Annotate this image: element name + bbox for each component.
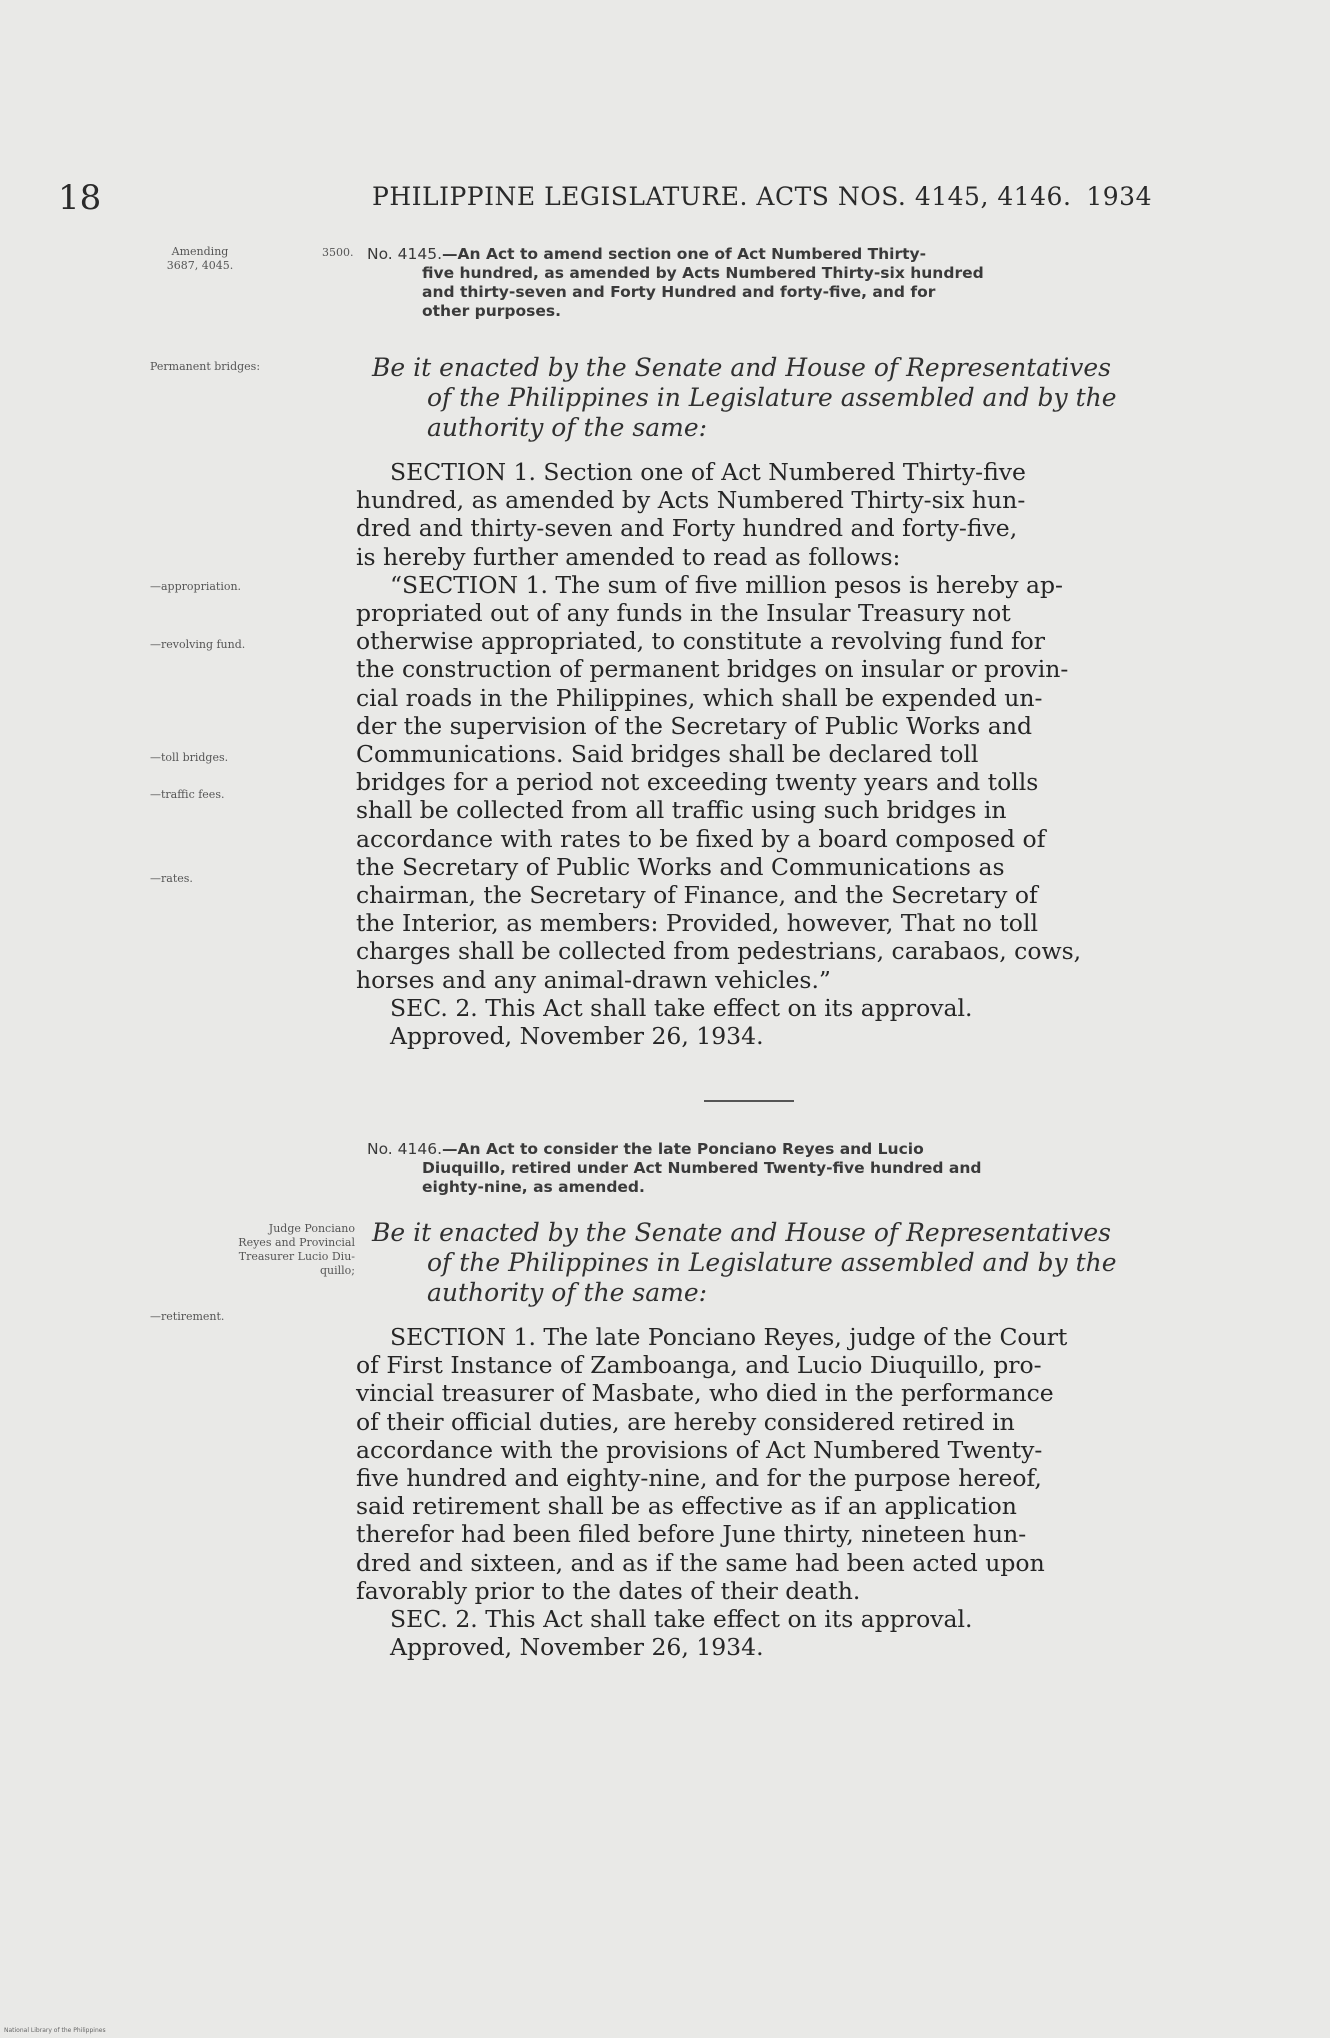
body-line: is hereby further amended to read as follows:: [356, 542, 901, 571]
margin-note-line: Judge Ponciano: [268, 1222, 355, 1235]
body-line: the construction of permanent bridges on insular or provin-: [356, 655, 1069, 684]
margin-note-line: Amending: [171, 245, 229, 258]
act-number: No. 4146.: [367, 1140, 443, 1158]
enacting-line: authority of the same:: [427, 1278, 708, 1307]
margin-note-appropriation: —appropriation.: [150, 580, 242, 593]
body-line: shall be collected from all traffic using such bridges in: [356, 796, 1007, 825]
enacting-line: authority of the same:: [427, 413, 708, 442]
margin-note-line: quillo;: [319, 1264, 355, 1277]
body-line: charges shall be collected from pedestrians, carabaos, cows,: [356, 937, 1082, 966]
margin-note-line: Reyes and Provincial: [238, 1236, 355, 1249]
act-title-line: other purposes.: [422, 302, 562, 320]
running-head: [372, 182, 1152, 211]
body-line: Approved, November 26, 1934.: [390, 1022, 764, 1051]
margin-note-revolving-fund: —revolving fund.: [150, 638, 246, 651]
act-title-line: —An Act to consider the late Ponciano Reyes and Lucio: [442, 1140, 924, 1158]
body-line: der the supervision of the Secretary of Public Works and: [356, 711, 1032, 740]
body-line: bridges for a period not exceeding twenty years and tolls: [356, 768, 1039, 797]
act-number: No. 4145.: [367, 245, 443, 263]
act-title-line: —An Act to amend section one of Act Numbered Thirty-: [442, 245, 927, 263]
running-head-year: 1934: [1086, 182, 1152, 211]
margin-note-amending: [130, 245, 270, 273]
act-4146-title: [367, 1140, 1152, 1197]
act-4145-title: [367, 245, 1152, 321]
body-line: dred and thirty-seven and Forty hundred and forty-five,: [356, 514, 1018, 543]
body-line: favorably prior to the dates of their death.: [356, 1576, 861, 1605]
body-line: Approved, November 26, 1934.: [390, 1633, 764, 1662]
body-line: the Interior, as members: Provided, however, That no toll: [356, 909, 1038, 938]
body-line: SEC. 2. This Act shall take effect on its approval.: [390, 993, 973, 1022]
body-line: five hundred and eighty-nine, and for the purpose hereof,: [356, 1464, 1042, 1493]
body-line: SEC. 2. This Act shall take effect on its approval.: [390, 1605, 973, 1634]
body-line: of their official duties, are hereby considered retired in: [356, 1407, 1015, 1436]
enacting-line: of the Philippines in Legislature assembled and by the: [427, 383, 1117, 412]
body-line: Communications. Said bridges shall be declared toll: [356, 740, 979, 769]
body-line: “SECTION 1. The sum of five million pesos is hereby ap-: [390, 570, 1063, 599]
body-line: SECTION 1. The late Ponciano Reyes, judge of the Court: [390, 1323, 1068, 1351]
body-line: said retirement shall be as effective as if an application: [356, 1492, 1017, 1521]
enacting-clause: [372, 353, 1152, 443]
body-line: hundred, as amended by Acts Numbered Thirty-six hun-: [356, 486, 1026, 515]
margin-note-traffic-fees: —traffic fees.: [150, 788, 225, 801]
act-title-line: eighty-nine, as amended.: [422, 1178, 645, 1196]
body-line: therefor had been filed before June thirty, nineteen hun-: [356, 1520, 1027, 1549]
section-separator: [704, 1100, 794, 1102]
body-line: cial roads in the Philippines, which shall be expended un-: [356, 683, 1043, 712]
body-line: dred and sixteen, and as if the same had been acted upon: [356, 1548, 1045, 1577]
act-4145-body: [356, 458, 1152, 1050]
margin-note-retirement: —retirement.: [150, 1310, 225, 1323]
body-line: of First Instance of Zamboanga, and Lucio Diuquillo, pro-: [356, 1351, 1042, 1380]
act-title-line: and thirty-seven and Forty Hundred and forty-five, and for: [422, 283, 936, 301]
enacting-line: of the Philippines in Legislature assembled and by the: [427, 1248, 1117, 1277]
margin-note-judge: [150, 1222, 355, 1278]
body-line: the Secretary of Public Works and Communications as: [356, 852, 1005, 881]
body-line: accordance with the provisions of Act Numbered Twenty-: [356, 1435, 1043, 1464]
enacting-line: Be it enacted by the Senate and House of Representatives: [372, 1218, 1111, 1247]
act-title-line: five hundred, as amended by Acts Numbered Thirty-six hundred: [422, 264, 984, 282]
section-reference: 3500.: [322, 246, 354, 259]
body-line: otherwise appropriated, to constitute a revolving fund for: [356, 627, 1046, 656]
running-head-title: PHILIPPINE LEGISLATURE. ACTS NOS. 4145, 4146.: [372, 182, 1072, 211]
margin-note-line: 3687, 4045.: [166, 259, 234, 272]
act-title-line: Diuquillo, retired under Act Numbered Twenty-five hundred and: [422, 1159, 982, 1177]
body-line: propriated out of any funds in the Insular Treasury not: [356, 599, 1011, 628]
enacting-line: Be it enacted by the Senate and House of Representatives: [372, 353, 1111, 382]
body-line: vincial treasurer of Masbate, who died in the performance: [356, 1379, 1054, 1408]
body-line: SECTION 1. Section one of Act Numbered Thirty-five: [390, 458, 1026, 486]
margin-note-toll-bridges: —toll bridges.: [150, 751, 229, 764]
act-4146-body: [356, 1323, 1152, 1661]
margin-note-permanent-bridges: Permanent bridges:: [150, 360, 261, 373]
margin-note-rates: —rates.: [150, 872, 193, 885]
body-line: horses and any animal-drawn vehicles.”: [356, 965, 831, 994]
enacting-clause: [372, 1218, 1152, 1308]
body-line: accordance with rates to be fixed by a board composed of: [356, 824, 1046, 853]
margin-note-line: Treasurer Lucio Diu-: [238, 1250, 355, 1263]
footer-watermark: National Library of the Philippines: [4, 2027, 106, 2034]
page-number: 18: [58, 178, 102, 218]
body-line: chairman, the Secretary of Finance, and the Secretary of: [356, 881, 1038, 910]
